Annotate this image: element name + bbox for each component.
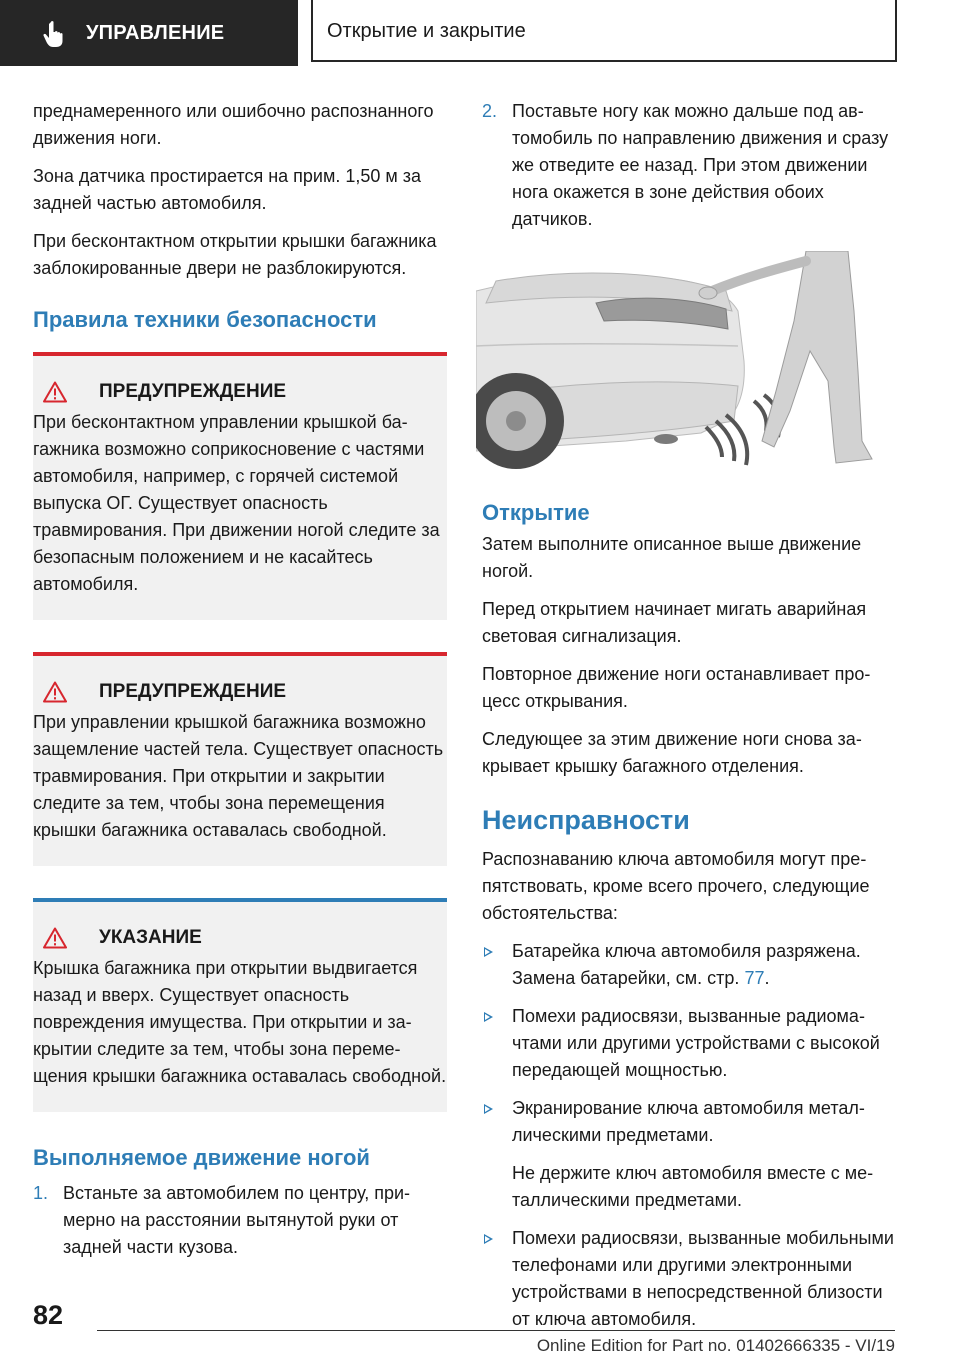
list-item-text: Помехи радиосвязи, вызванные радиомачтами или другими устройствами с высокой передающей мощностью. xyxy=(512,1006,880,1080)
list-item xyxy=(482,1095,894,1149)
paragraph: При бесконтактном открытии крышки багажника заблокированные двери не разблокируются. xyxy=(33,231,437,278)
step-item xyxy=(33,1180,447,1261)
foot-gesture-illustration xyxy=(476,251,888,471)
warning-box xyxy=(33,652,447,866)
triangle-bullet-icon xyxy=(484,1234,493,1244)
right-column xyxy=(482,98,894,1344)
note-box xyxy=(33,898,447,1112)
page-header xyxy=(0,0,960,66)
left-column xyxy=(33,98,447,1272)
warning-title: ПРЕДУПРЕЖДЕНИЕ xyxy=(99,381,287,402)
list-item-text: Помехи радиосвязи, вызванные мобильными телефонами или другими электронными устройствами в непосредственной близости от ключа автомобиля. xyxy=(512,1228,894,1329)
chapter-box xyxy=(311,0,897,62)
list-item-text: Экранирование ключа автомобиля металлическими предметами. xyxy=(512,1098,865,1145)
list-item-text-end: . xyxy=(764,968,770,988)
warning-triangle-icon xyxy=(43,381,67,403)
step-text: Поставьте ногу как можно дальше под автомобиль по направлению движения и сразу же отведите ее назад. При этом движении нога окажется в зоне действия обоих датчиков. xyxy=(512,101,889,229)
paragraph: Повторное движение ноги останавливает процесс открывания. xyxy=(482,664,871,711)
page-reference-link[interactable]: 77 xyxy=(744,968,765,988)
warning-title: ПРЕДУПРЕЖДЕНИЕ xyxy=(99,681,287,702)
warning-text: При бесконтактном управлении крышкой багажника возможно соприкосновение с частями автомобиля, например, с горячей системой выпуска ОГ. Существует опасность травмирования. При движении ногой следите за безопасным положением и не касайтесь автомобиля. xyxy=(33,412,440,594)
note-title: УКАЗАНИЕ xyxy=(99,927,202,948)
heading-malfunctions: Неисправности xyxy=(482,805,690,835)
list-item xyxy=(482,1003,894,1084)
list-item xyxy=(482,1225,894,1333)
heading-safety: Правила техники безопасности xyxy=(33,307,377,332)
paragraph: Зона датчика простирается на прим. 1,50 м за задней частью автомобиля. xyxy=(33,166,422,213)
heading-foot-motion: Выполняемое движение ногой xyxy=(33,1145,370,1170)
list-item-text: Батарейка ключа автомобиля разряжена. Замена батарейки, см. стр. xyxy=(512,941,861,988)
warning-triangle-icon xyxy=(43,681,67,703)
edition-footer: Online Edition for Part no. 01402666335 - VI/19 xyxy=(536,1336,895,1355)
triangle-bullet-icon xyxy=(484,947,493,957)
triangle-bullet-icon xyxy=(484,1104,493,1114)
warning-triangle-icon xyxy=(43,927,67,949)
list-item xyxy=(482,938,894,992)
paragraph: Распознаванию ключа автомобиля могут препятствовать, кроме всего прочего, следующие обстоятельства: xyxy=(482,849,870,923)
paragraph: преднамеренного или ошибочно распознанного движения ноги. xyxy=(33,101,434,148)
warning-box xyxy=(33,352,447,620)
triangle-bullet-icon xyxy=(484,1012,493,1022)
warning-text: При управлении крышкой багажника возможно защемление частей тела. Существует опасность травмирования. При открытии и закрытии следите за тем, чтобы зона перемещения крышки багажника оставалась свободной. xyxy=(33,712,444,840)
step-text: Встаньте за автомобилем по центру, примерно на расстоянии вытянутой руки от задней части кузова. xyxy=(63,1183,411,1257)
note-text: Крышка багажника при открытии выдвигается назад и вверх. Существует опасность повреждения имущества. При открытии и закрытии следите за тем, чтобы зона перемещения крышки багажника оставалась свободной. xyxy=(33,958,447,1086)
step-number: 1. xyxy=(33,1183,49,1203)
paragraph: Перед открытием начинает мигать аварийная световая сигнализация. xyxy=(482,599,867,646)
hand-pointer-icon xyxy=(40,20,66,48)
section-label: УПРАВЛЕНИЕ xyxy=(86,22,225,44)
footer-divider xyxy=(97,1330,895,1331)
section-tab xyxy=(0,0,298,66)
chapter-title: Открытие и закрытие xyxy=(327,20,526,42)
paragraph: Следующее за этим движение ноги снова закрывает крышку багажного отделения. xyxy=(482,729,862,776)
step-item xyxy=(482,98,894,233)
paragraph: Затем выполните описанное выше движение ногой. xyxy=(482,534,862,581)
step-number: 2. xyxy=(482,101,498,121)
heading-opening: Открытие xyxy=(482,500,590,525)
list-item-subtext: Не держите ключ автомобиля вместе с металлическими предметами. xyxy=(512,1163,874,1210)
page-number: 82 xyxy=(33,1300,64,1330)
